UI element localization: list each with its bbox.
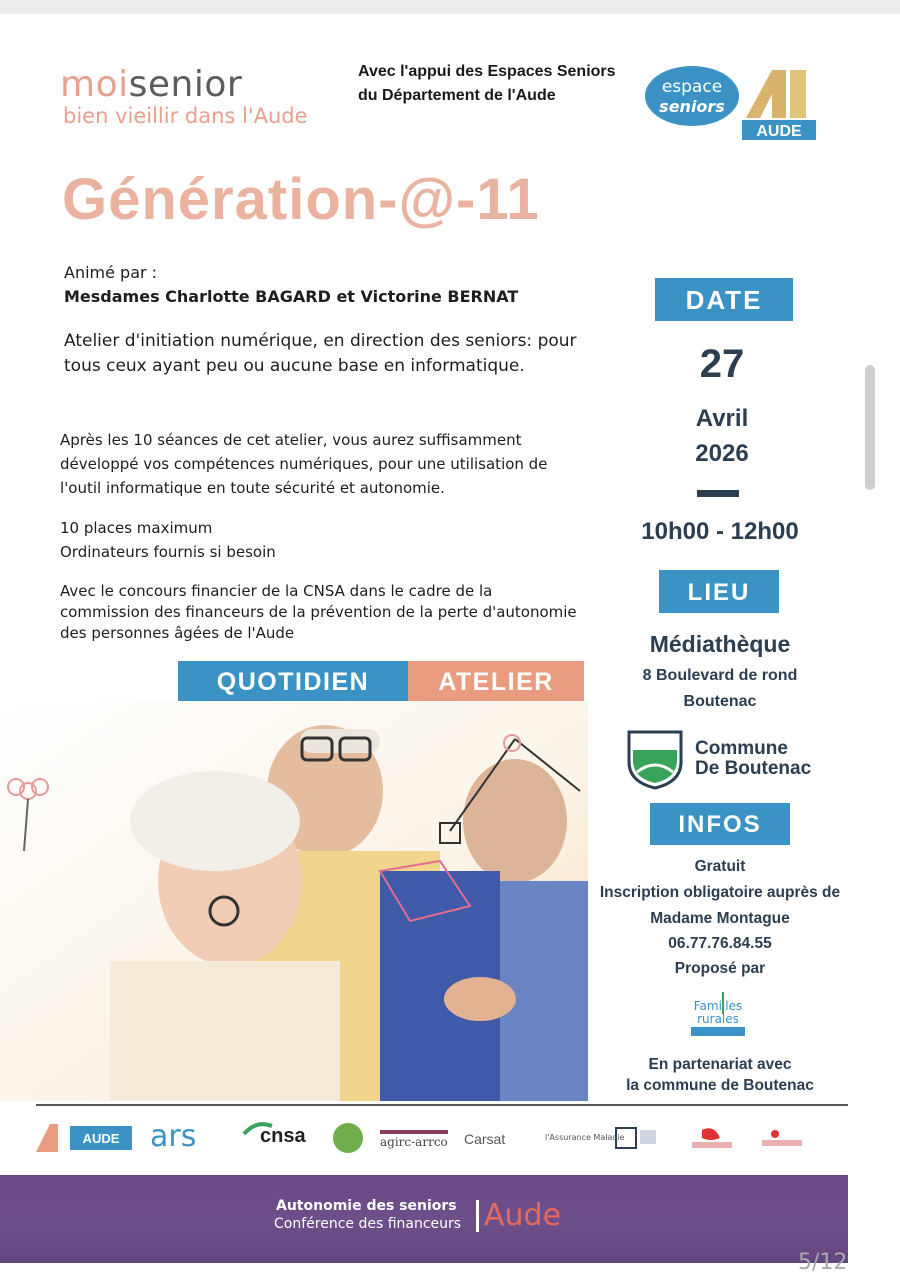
support-line-1: Avec l'appui des Espaces Seniors (358, 63, 616, 80)
scrollbar[interactable] (865, 365, 875, 490)
info-proposed-by: Proposé par (674, 960, 766, 977)
brand-logo (60, 64, 242, 105)
banner-quotidien: QUOTIDIEN (178, 661, 408, 701)
brand-tagline: bien vieillir dans l'Aude (63, 104, 308, 128)
partner-logos-row (30, 1112, 850, 1164)
places-info (60, 516, 276, 564)
espace-seniors-logo (644, 64, 740, 128)
funding-paragraph: Avec le concours financier de la CNSA dans le cadre de la commission des financeurs de la prévention de la perte d'autonomie des personnes âgées de l'Aude (60, 582, 577, 642)
banner-atelier: ATELIER (408, 661, 584, 701)
page-number: 5/12 (798, 1250, 848, 1275)
event-time: 10h00 - 12h00 (641, 518, 799, 545)
espace-logo-bottom: seniors (659, 97, 725, 116)
places-max: 10 places maximum (60, 519, 213, 537)
footer-divider (36, 1104, 848, 1106)
svg-text:AUDE: AUDE (82, 1131, 120, 1146)
logo-agirc-arrco (380, 1130, 448, 1149)
outcome-paragraph: Après les 10 séances de cet atelier, vous aurez suffisamment développé vos compétences numériques, pour une utilisation de l'outil informatique en toute sécurité et autonomie. (60, 431, 548, 497)
divider (697, 490, 739, 497)
top-strip (0, 0, 900, 14)
svg-text:agirc-arrco: agirc-arrco (380, 1135, 448, 1149)
page-title: Génération-@-11 (62, 167, 540, 232)
support-line-2: du Département de l'Aude (358, 87, 556, 104)
espace-logo-top: espace (661, 77, 723, 97)
venue-town: Boutenac (683, 693, 757, 710)
venue-address: 8 Boulevard de rond (642, 667, 798, 684)
commune-crest-icon (625, 728, 685, 790)
footer-title: Autonomie des seniors (276, 1198, 457, 1214)
partnership-line-1: En partenariat avec (648, 1056, 792, 1073)
date-day: 27 (699, 342, 745, 386)
logo-red-small (762, 1130, 802, 1146)
commune-name-line-2: De Boutenac (695, 758, 812, 779)
intro-paragraph: Atelier d'initiation numérique, en direction des seniors: pour tous ceux ayant peu ou aucune base en informatique. (64, 331, 577, 376)
aude-department-logo (742, 66, 816, 142)
aude-logo-text: AUDE (756, 123, 802, 140)
logo-circle-green (333, 1123, 363, 1153)
logo-ars (150, 1119, 196, 1154)
logo-cnsa (244, 1124, 306, 1147)
svg-text:l'Assurance Maladie: l'Assurance Maladie (545, 1133, 625, 1142)
date-label: DATE (655, 278, 793, 321)
computers-provided: Ordinateurs fournis si besoin (60, 543, 276, 561)
svg-text:cnsa: cnsa (260, 1125, 306, 1147)
svg-text:ars: ars (150, 1119, 197, 1154)
brand-part-senior: senior (128, 64, 243, 105)
footer-subtitle: Conférence des financeurs (274, 1216, 462, 1232)
footer-separator (476, 1200, 479, 1232)
familles-rurales-logo (683, 990, 753, 1042)
infos-label: INFOS (650, 803, 790, 845)
date-year: 2026 (695, 440, 749, 467)
footer-region: Aude (484, 1198, 562, 1233)
svg-text:Carsat: Carsat (464, 1131, 506, 1147)
location-label: LIEU (659, 570, 779, 613)
info-registration: Inscription obligatoire auprès de (599, 884, 841, 901)
support-text (358, 60, 648, 108)
venue-name: Médiathèque (649, 631, 791, 657)
commune-name-line-1: Commune (695, 738, 788, 759)
info-contact-name: Madame Montague (650, 910, 790, 927)
date-month: Avril (695, 405, 749, 432)
info-phone[interactable]: 06.77.76.84.55 (668, 935, 772, 952)
logo-red-figure (692, 1128, 732, 1148)
logo-carsat (464, 1131, 505, 1147)
logo-assurance-maladie (545, 1133, 625, 1142)
svg-text:Familles: Familles (693, 999, 743, 1013)
brand-part-moi: moi (60, 64, 129, 105)
logo-aude (36, 1124, 132, 1152)
partnership-line-2: la commune de Boutenac (626, 1077, 814, 1094)
host-names: Mesdames Charlotte BAGARD et Victorine BERNAT (64, 287, 519, 306)
seniors-computer-photo (0, 701, 588, 1101)
host-label: Animé par : (64, 263, 158, 282)
info-price: Gratuit (694, 858, 746, 875)
svg-text:rurales: rurales (697, 1012, 739, 1026)
